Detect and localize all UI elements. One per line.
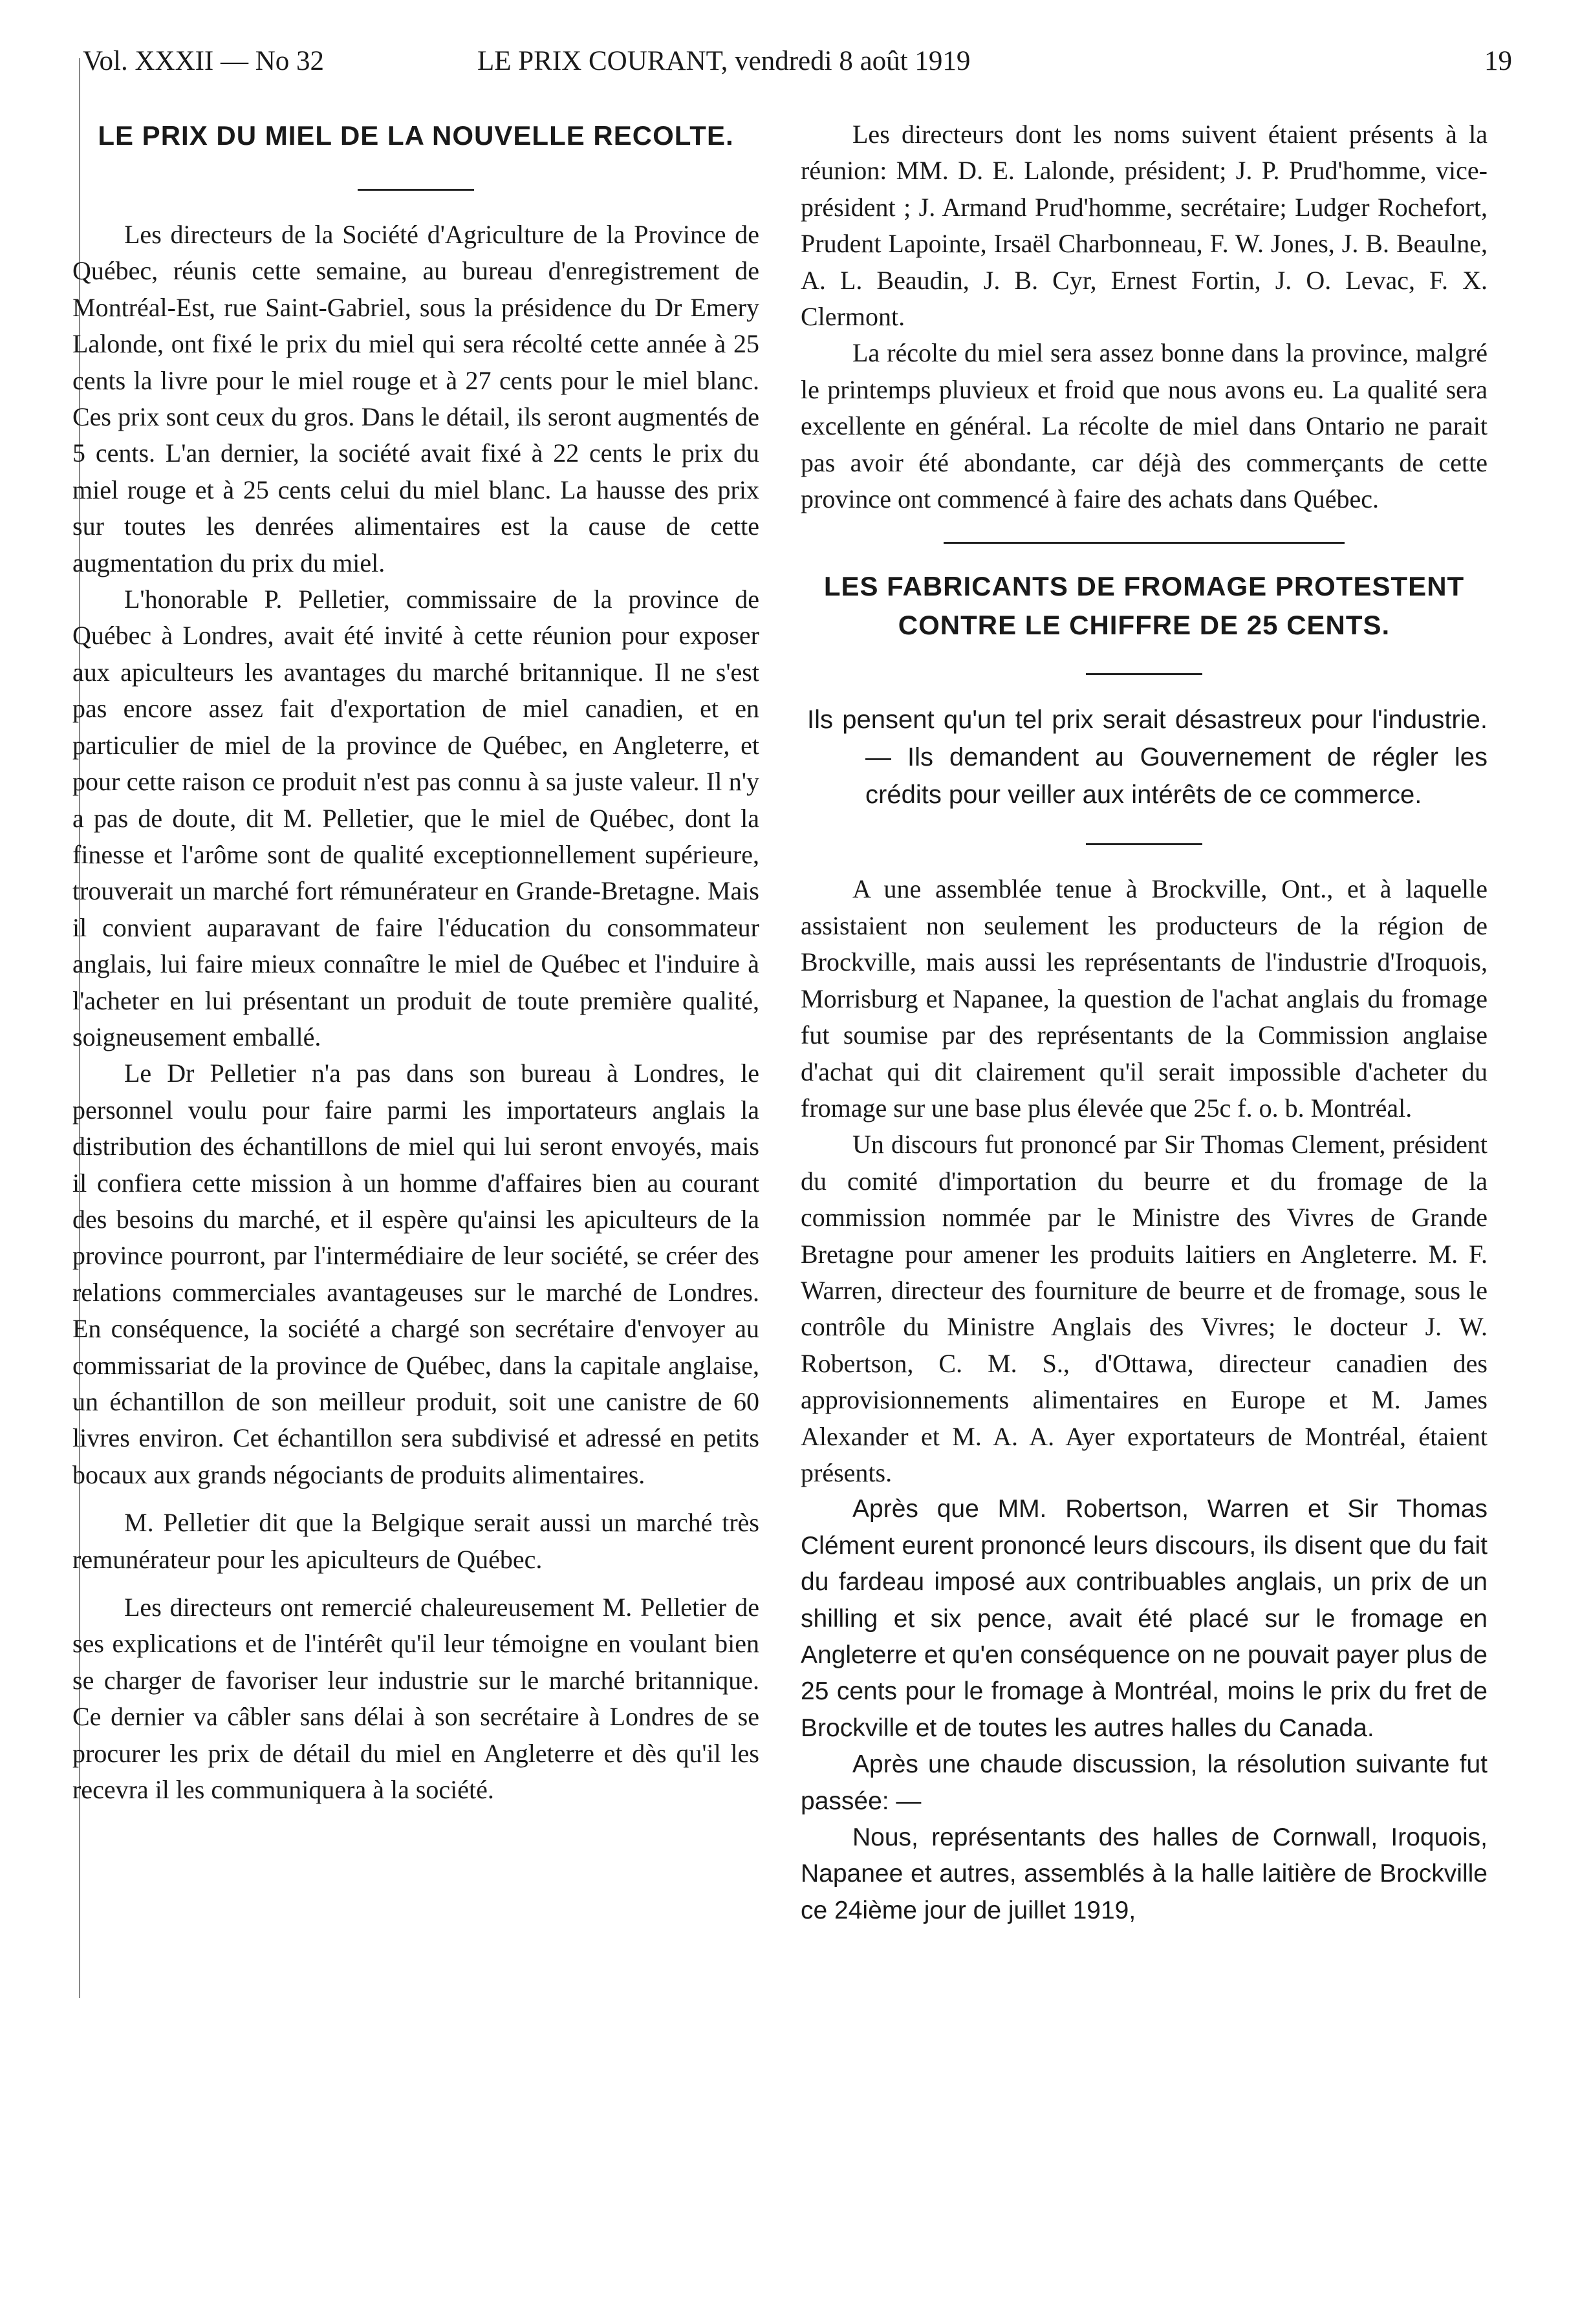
article-paragraph: L'honorable P. Pelletier, commissaire de la province de Québec à Londres, avait été invité à cette réunion pour exposer aux apiculteurs les avantages du marché britannique. Il ne s'est pas encore assez fait d'exportation de miel canadien, et en particulier de miel de la province de Québec, en Angleterre, et pour cette raison ce produit n'est pas connu à sa juste valeur. Il n'y a pas de doute, dit M. Pelletier, que le miel de Québec, dont la finesse et l'arôme sont de qualité exceptionnellement supérieure, trouverait un marché fort rémunérateur en Grande-Bretagne. Mais il convient auparavant de faire l'éducation du consommateur anglais, lui faire mieux connaître le miel de Québec et l'induire à l'acheter en lui présentant un produit de toute première qualité, soigneusement emballé. [72, 585, 759, 1051]
volume-number: Vol. XXXII — No 32 [83, 46, 325, 76]
article-paragraph: Les directeurs ont remercié chaleureusement M. Pelletier de ses explications et de l'intérêt qu'il leur témoigne en voulant bien se charger de favoriser leur industrie sur le marché britannique. Ce dernier va câbler sans délai à son secrétaire à Londres de se procurer les prix de détail du miel en Angleterre et dès qu'il les recevra il les communiquera à la société. [72, 1593, 759, 1805]
article-paragraph: M. Pelletier dit que la Belgique serait aussi un marché très remunérateur pour les apiculteurs de Québec. [72, 1508, 759, 1574]
article-paragraph: Après que MM. Robertson, Warren et Sir Thomas Clément eurent prononcé leurs discours, ils disent que du fait du fardeau imposé aux contribuables anglais, un prix de un shilling et six pence, avait été placé sur le fromage en Angleterre et qu'en conséquence on ne pouvait payer plus de 25 cents pour le fromage à Montréal, moins le prix du fret de Brockville et de toutes les autres halles du Canada. [801, 1495, 1488, 1742]
article-subtitle: Ils pensent qu'un tel prix serait désastreux pour l'industrie. — Ils demandent au Gouvernement de régler les crédits pour veiller aux intérêts de ce commerce. [807, 705, 1488, 810]
article-separator [944, 542, 1345, 544]
article-paragraph: A une assemblée tenue à Brockville, Ont., et à laquelle assistaient non seulement les producteurs de la région de Brockville, mais aussi les représentants de l'industrie d'Iroquois, Morrisburg et Napanee, la question de l'achat anglais du fromage fut soumise par des représentants de la Commission anglaise d'achat qui dit clairement qu'il serait impossible d'acheter du fromage sur une base plus élevée que 25c f. o. b. Montréal. [801, 874, 1488, 1123]
article-paragraph: La récolte du miel sera assez bonne dans la province, malgré le printemps pluvieux et froid que nous avons eu. La qualité sera excellente en général. La récolte de miel dans Ontario ne parait pas avoir été abondante, car déjà des commerçants de cette province ont commencé à faire des achats dans Québec. [801, 338, 1488, 514]
page-number: 19 [1484, 46, 1512, 76]
article-title-miel: LE PRIX DU MIEL DE LA NOUVELLE RECOLTE. [98, 120, 734, 151]
article-paragraph: Un discours fut prononcé par Sir Thomas Clement, président du comité d'importation du beurre et du fromage de la commission nommée par le Ministre des Vivres de Grande Bretagne pour amener les produits laitiers en Angleterre. M. F. Warren, directeur des fourniture de beurre et de fromage, sous le contrôle du Ministre Anglais des Vivres; le docteur J. W. Robertson, C. M. S., d'Ottawa, directeur canadien des approvisionnements alimentaires en Europe et M. James Alexander et M. A. A. Ayer exportateurs de Montréal, étaient présents. [801, 1130, 1488, 1487]
article-paragraph: Les directeurs de la Société d'Agriculture de la Province de Québec, réunis cette semaine, au bureau d'enregistrement de Montréal-Est, rue Saint-Gabriel, sous la présidence du Dr Emery Lalonde, ont fixé le prix du miel qui sera récolté cette année à 25 cents la livre pour le miel rouge et à 27 cents pour le miel blanc. Ces prix sont ceux du gros. Dans le détail, ils seront augmentés de 5 cents. L'an dernier, la société avait fixé à 22 cents le prix du miel rouge et à 25 cents celui du miel blanc. La hausse des prix sur toutes les denrées alimentaires est la cause de cette augmentation du prix du miel. [72, 220, 759, 577]
title-rule [358, 189, 474, 191]
right-column [801, 116, 1488, 1929]
page-header [83, 45, 1512, 84]
article-paragraph: Les directeurs dont les noms suivent étaient présents à la réunion: MM. D. E. Lalonde, président; J. P. Prud'homme, vice-président ; J. Armand Prud'homme, secrétaire; Ludger Rochefort, Prudent Lapointe, Irsaël Charbonneau, F. W. Jones, J. B. Beaulne, A. L. Beaudin, J. B. Cyr, Ernest Fortin, J. O. Levac, F. X. Clermont. [801, 120, 1488, 332]
publication-date: LE PRIX COURANT, vendredi 8 août 1919 [477, 46, 971, 76]
article-paragraph: Nous, représentants des halles de Cornwall, Iroquois, Napanee et autres, assemblés à la halle laitière de Brockville ce 24ième jour de juillet 1919, [801, 1824, 1488, 1924]
article-title-fromage-line2: CONTRE LE CHIFFRE DE 25 CENTS. [898, 610, 1391, 641]
title-rule [1086, 673, 1202, 675]
left-column [72, 116, 759, 1808]
article-paragraph: Après une chaude discussion, la résolution suivante fut passée: — [801, 1750, 1488, 1815]
article-paragraph: Le Dr Pelletier n'a pas dans son bureau à Londres, le personnel voulu pour faire parmi les importateurs anglais la distribution des échantillons de miel qui lui seront envoyés, mais il confiera cette mission à un homme d'affaires bien au courant des besoins du marché, et il espère qu'ainsi les apiculteurs de la province pourront, par l'intermédiaire de leur société, se créer des relations commerciales avantageuses sur le marché de Londres. En conséquence, la société a chargé son secrétaire d'envoyer au commissariat de la province de Québec, dans la capitale anglaise, un échantillon de son meilleur produit, soit une canistre de 60 livres environ. Cet échantillon sera subdivisé et adressé en petits bocaux aux grands négociants de produits alimentaires. [72, 1059, 759, 1489]
subtitle-rule [1086, 843, 1202, 845]
article-title-fromage-line1: LES FABRICANTS DE FROMAGE PROTESTENT [823, 571, 1465, 602]
